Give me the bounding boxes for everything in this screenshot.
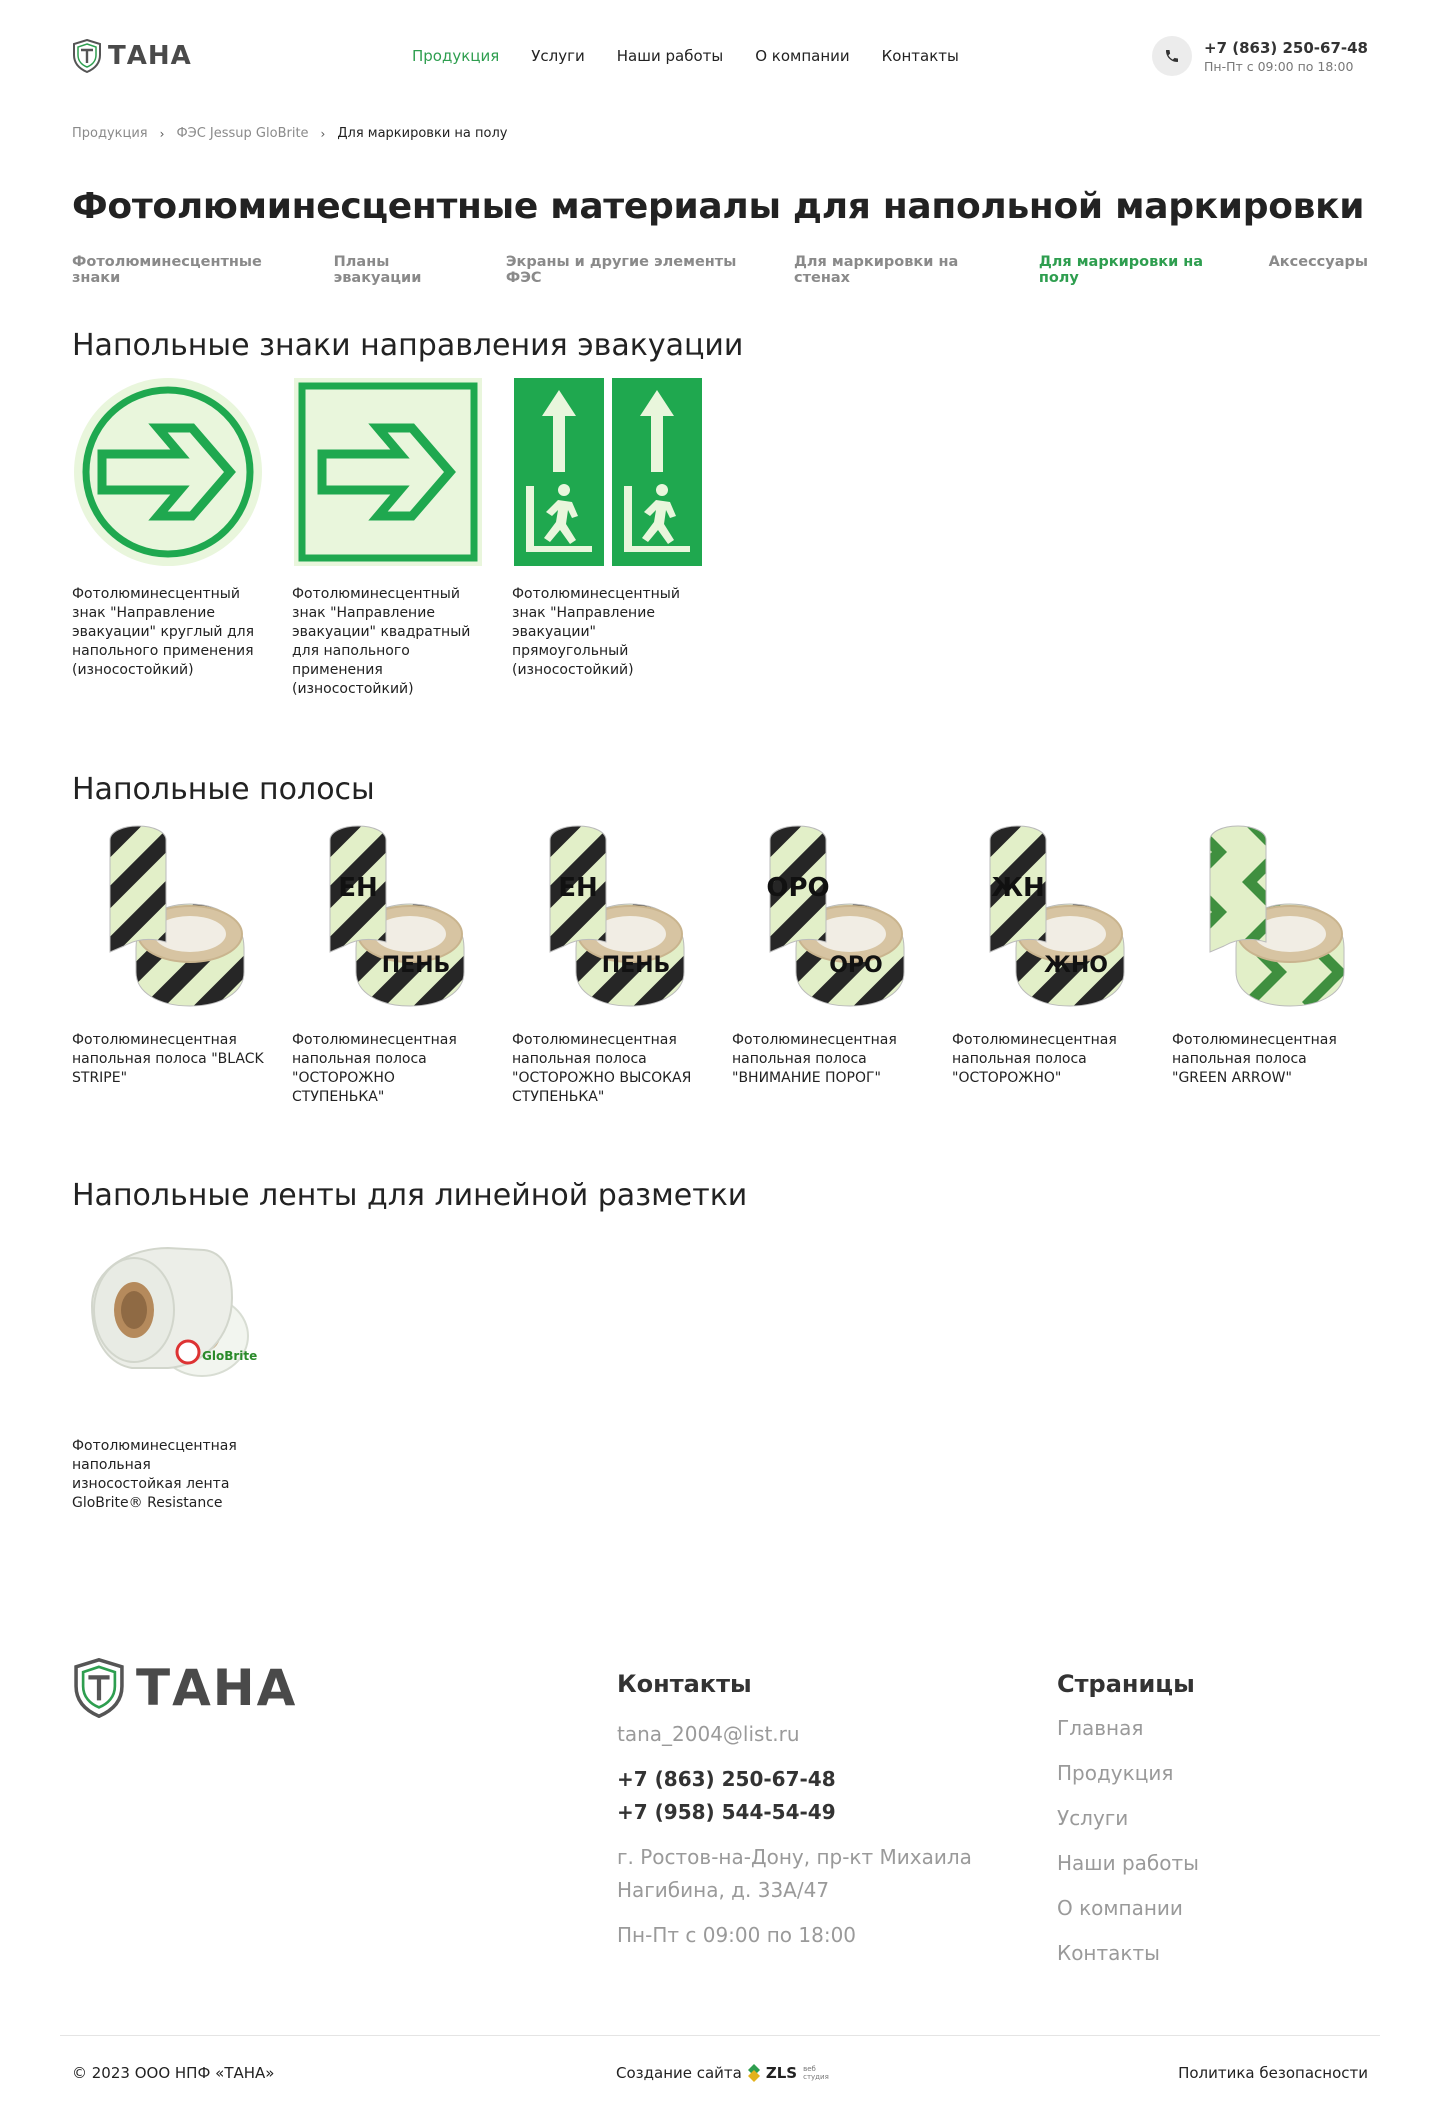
product-card[interactable]: [952, 822, 1144, 1107]
product-name[interactable]: Фотолюминесцентный знак "Направление эвакуации" квадратный для напольного применения (износостойкий): [292, 586, 471, 697]
product-name[interactable]: Фотолюминесцентная напольная полоса "ОСТОРОЖНО": [952, 1032, 1117, 1086]
product-card[interactable]: [292, 822, 484, 1107]
section-title-floor-signs: Напольные знаки направления эвакуации: [72, 328, 744, 363]
product-name[interactable]: Фотолюминесцентная напольная полоса "BLACK STRIPE": [72, 1032, 264, 1086]
breadcrumb-item[interactable]: Продукция: [72, 126, 148, 141]
strip-bottom-label: ОРО: [829, 953, 883, 978]
breadcrumb-current: Для маркировки на полу: [337, 126, 508, 141]
floor-strip-roll-image: [512, 822, 704, 1014]
strip-top-label: ОРО: [766, 873, 830, 903]
floor-strip-roll-image: [292, 822, 484, 1014]
copyright: © 2023 ООО НПФ «ТАНА»: [72, 2064, 275, 2082]
product-card[interactable]: [512, 376, 704, 699]
footer-pages-title: Страницы: [1057, 1670, 1195, 1698]
product-name[interactable]: Фотолюминесцентная напольная износостойкая лента GloBrite® Resistance: [72, 1438, 237, 1511]
chevron-right-icon: ›: [320, 126, 326, 141]
footer-address-line-2: Нагибина, д. 33А/47: [617, 1878, 830, 1902]
product-card[interactable]: [72, 1228, 264, 1513]
footer-divider: [60, 2035, 1380, 2036]
footer-hours: Пн-Пт с 09:00 по 18:00: [617, 1923, 857, 1947]
tab-plans[interactable]: Планы эвакуации: [333, 254, 422, 286]
tab-accessories[interactable]: Аксессуары: [1268, 254, 1368, 270]
product-grid-signs: [72, 376, 1368, 699]
header-contact: [1152, 36, 1368, 76]
breadcrumb: [72, 126, 1368, 141]
tab-signs[interactable]: Фотолюминесцентные знаки: [72, 254, 262, 286]
footer-email[interactable]: tana_2004@list.ru: [617, 1722, 800, 1746]
footer-link-services[interactable]: Услуги: [1057, 1806, 1129, 1830]
floor-strip-roll-image: [72, 822, 264, 1014]
brand-label: GloBrite: [202, 1349, 258, 1363]
product-name[interactable]: Фотолюминесцентная напольная полоса "GREEN ARROW": [1172, 1032, 1337, 1086]
studio-name: ZLS: [765, 2064, 798, 2082]
product-name[interactable]: Фотолюминесцентная напольная полоса "ВНИМАНИЕ ПОРОГ": [732, 1032, 897, 1086]
footer-link-contacts[interactable]: Контакты: [1057, 1941, 1160, 1965]
footer-link-works[interactable]: Наши работы: [1057, 1851, 1199, 1875]
product-card[interactable]: [72, 376, 264, 699]
floor-strip-roll-image: [952, 822, 1144, 1014]
main-nav: [412, 47, 959, 65]
chevron-right-icon: ›: [159, 126, 165, 141]
product-name[interactable]: Фотолюминесцентный знак "Направление эвакуации" круглый для напольного применения (износостойкий): [72, 586, 255, 678]
studio-sub: веб студия: [803, 2065, 829, 2081]
round-arrow-sign-image: [72, 376, 264, 568]
page-title: Фотолюминесцентные материалы для напольной маркировки: [72, 186, 1365, 227]
strip-bottom-label: ПЕНЬ: [381, 953, 451, 978]
strip-bottom-label: ПЕНЬ: [601, 953, 671, 978]
product-card[interactable]: [72, 822, 264, 1107]
strip-top-label: ЕН: [338, 873, 378, 903]
phone-icon[interactable]: [1152, 36, 1192, 76]
tape-roll-image: [72, 1228, 264, 1420]
strip-bottom-label: ЖНО: [1043, 953, 1109, 978]
product-name[interactable]: Фотолюминесцентная напольная полоса "ОСТОРОЖНО СТУПЕНЬКА": [292, 1032, 457, 1105]
logo[interactable]: [72, 39, 412, 73]
strip-top-label: ЖН: [991, 873, 1045, 903]
floor-strip-roll-image: [1172, 822, 1364, 1014]
made-by-label: Создание сайта: [616, 2064, 742, 2082]
nav-services[interactable]: Услуги: [531, 47, 585, 65]
strip-top-label: ЕН: [558, 873, 598, 903]
header-hours: Пн-Пт с 09:00 по 18:00: [1204, 58, 1354, 74]
made-by[interactable]: [616, 2064, 829, 2082]
product-card[interactable]: [1172, 822, 1364, 1107]
breadcrumb-item[interactable]: ФЭС Jessup GloBrite: [176, 126, 309, 141]
footer-phone-2[interactable]: +7 (958) 544-54-49: [617, 1800, 836, 1824]
footer-link-about[interactable]: О компании: [1057, 1896, 1183, 1920]
square-arrow-sign-image: [292, 376, 484, 568]
site-header: [72, 28, 1368, 84]
privacy-link[interactable]: Политика безопасности: [1178, 2064, 1368, 2082]
logo-text: ТАНА: [108, 41, 192, 71]
tab-floor[interactable]: Для маркировки на полу: [1038, 254, 1204, 286]
tab-screens[interactable]: Экраны и другие элементы ФЭС: [505, 254, 737, 286]
footer-contacts-title: Контакты: [617, 1670, 752, 1698]
logo-shield-icon: [72, 1658, 126, 1718]
footer-address-line-1: г. Ростов-на-Дону, пр-кт Михаила: [617, 1845, 972, 1869]
footer-link-products[interactable]: Продукция: [1057, 1761, 1174, 1785]
product-card[interactable]: [292, 376, 484, 699]
floor-strip-roll-image: [732, 822, 924, 1014]
studio-logo-icon: [748, 2064, 760, 2082]
nav-works[interactable]: Наши работы: [616, 47, 724, 65]
section-title-floor-strips: Напольные полосы: [72, 772, 375, 807]
section-title-floor-tapes: Напольные ленты для линейной разметки: [72, 1178, 748, 1213]
footer-contacts: [617, 1670, 997, 1952]
footer-bottom-bar: [72, 2064, 1368, 2082]
nav-about[interactable]: О компании: [755, 47, 850, 65]
footer-link-home[interactable]: Главная: [1057, 1716, 1144, 1740]
footer-phone-1[interactable]: +7 (863) 250-67-48: [617, 1767, 836, 1791]
product-name[interactable]: Фотолюминесцентный знак "Направление эвакуации" прямоугольный (износостойкий): [512, 586, 680, 678]
footer-logo-text: ТАНА: [136, 1659, 298, 1717]
rectangular-exit-sign-image: [512, 376, 704, 568]
product-card[interactable]: [732, 822, 924, 1107]
product-grid-strips: [72, 822, 1368, 1107]
nav-contacts[interactable]: Контакты: [881, 47, 959, 65]
logo-shield-icon: [72, 39, 102, 73]
tab-walls[interactable]: Для маркировки на стенах: [793, 254, 959, 286]
product-card[interactable]: [512, 822, 704, 1107]
nav-products[interactable]: Продукция: [412, 47, 500, 65]
category-tabs: [72, 254, 1368, 286]
product-grid-tapes: [72, 1228, 1368, 1513]
footer-pages: [1057, 1670, 1357, 1976]
header-phone[interactable]: +7 (863) 250-67-48: [1204, 38, 1368, 57]
product-name[interactable]: Фотолюминесцентная напольная полоса "ОСТОРОЖНО ВЫСОКАЯ СТУПЕНЬКА": [512, 1032, 692, 1105]
